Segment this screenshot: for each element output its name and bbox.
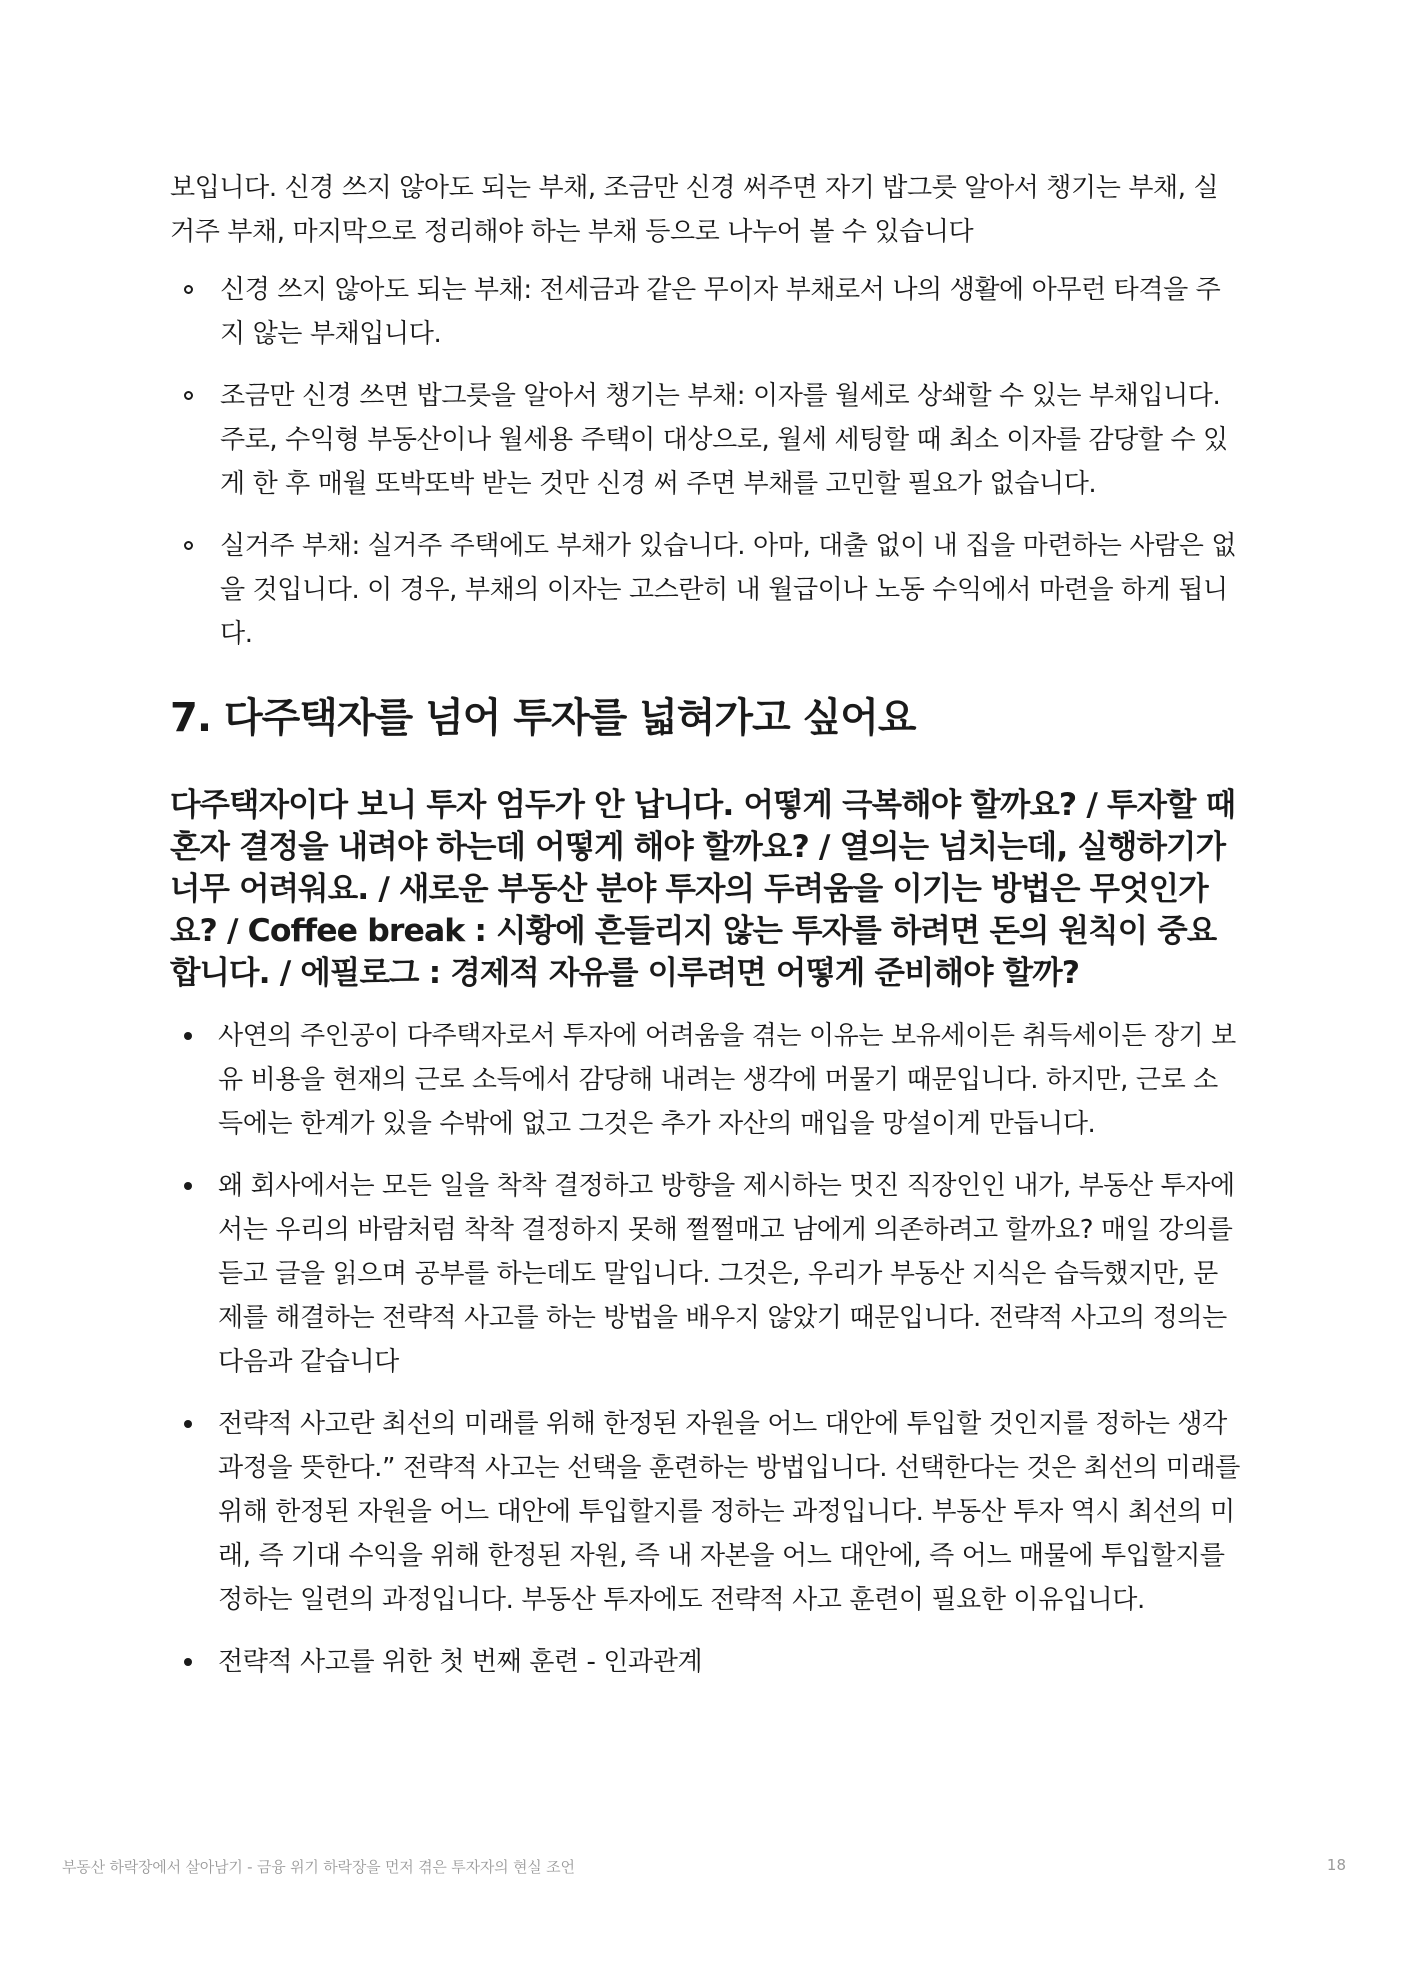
debt-type-item	[220, 374, 1240, 506]
intro-paragraph: 보입니다. 신경 쓰지 않아도 되는 부채, 조금만 신경 써주면 자기 밥그릇 알아서 챙기는 부채, 실거주 부채, 마지막으로 정리해야 하는 부채 등으로 나누어 볼 수 있습니다	[170, 173, 1219, 247]
bullet-item	[218, 1640, 1240, 1684]
hollow-bullet-icon	[184, 541, 193, 550]
bullet-text: 전략적 사고를 위한 첫 번째 훈련 - 인과관계	[218, 1647, 703, 1677]
debt-type-list	[170, 268, 1240, 656]
bullet-item	[218, 1164, 1240, 1384]
bullet-item	[218, 1402, 1240, 1622]
bullet-dot-icon	[184, 1032, 192, 1040]
debt-type-text: 조금만 신경 쓰면 밥그릇을 알아서 챙기는 부채: 이자를 월세로 상쇄할 수 있는 부채입니다. 주로, 수익형 부동산이나 월세용 주택이 대상으로, 월세 세팅할 때 최소 이자를 감당할 수 있게 한 후 매월 또박또박 받는 것만 신경 써 주면 부채를 고민할 필요가 없습니다.	[220, 381, 1228, 499]
debt-type-item	[220, 268, 1240, 356]
bullet-dot-icon	[184, 1658, 192, 1666]
bullet-item	[218, 1014, 1240, 1146]
bullet-dot-icon	[184, 1420, 192, 1428]
bullet-dot-icon	[184, 1182, 192, 1190]
bullet-text: 왜 회사에서는 모든 일을 착착 결정하고 방향을 제시하는 멋진 직장인인 내가, 부동산 투자에서는 우리의 바람처럼 착착 결정하지 못해 쩔쩔매고 남에게 의존하려고 할까요? 매일 강의를 듣고 글을 읽으며 공부를 하는데도 말입니다. 그것은, 우리가 부동산 지식은 습득했지만, 문제를 해결하는 전략적 사고를 하는 방법을 배우지 않았기 때문입니다. 전략적 사고의 정의는 다음과 같습니다	[218, 1171, 1235, 1377]
page-content	[170, 166, 1240, 1702]
bullet-text: 사연의 주인공이 다주택자로서 투자에 어려움을 겪는 이유는 보유세이든 취득세이든 장기 보유 비용을 현재의 근로 소득에서 감당해 내려는 생각에 머물기 때문입니다. 하지만, 근로 소득에는 한계가 있을 수밖에 없고 그것은 추가 자산의 매입을 망설이게 만듭니다.	[218, 1021, 1236, 1139]
hollow-bullet-icon	[184, 285, 193, 294]
debt-type-item	[220, 524, 1240, 656]
section-bullet-list	[170, 1014, 1240, 1684]
bullet-text: 전략적 사고란 최선의 미래를 위해 한정된 자원을 어느 대안에 투입할 것인지를 정하는 생각 과정을 뜻한다.” 전략적 사고는 선택을 훈련하는 방법입니다. 선택한다는 것은 최선의 미래를 위해 한정된 자원을 어느 대안에 투입할지를 정하는 과정입니다. 부동산 투자 역시 최선의 미래, 즉 기대 수익을 위해 한정된 자원, 즉 내 자본을 어느 대안에, 즉 어느 매물에 투입할지를 정하는 일련의 과정입니다. 부동산 투자에도 전략적 사고 훈련이 필요한 이유입니다.	[218, 1409, 1240, 1615]
section-title: 7. 다주택자를 넘어 투자를 넓혀가고 싶어요	[170, 695, 916, 741]
footer-book-title: 부동산 하락장에서 살아남기 - 금융 위기 하락장을 먼저 겪은 투자자의 현실 조언	[62, 1858, 575, 1876]
debt-type-text: 신경 쓰지 않아도 되는 부채: 전세금과 같은 무이자 부채로서 나의 생활에 아무런 타격을 주지 않는 부채입니다.	[220, 275, 1221, 349]
page-number: 18	[1326, 1856, 1346, 1874]
debt-type-text: 실거주 부채: 실거주 주택에도 부채가 있습니다. 아마, 대출 없이 내 집을 마련하는 사람은 없을 것입니다. 이 경우, 부채의 이자는 고스란히 내 월급이나 노동 수익에서 마련을 하게 됩니다.	[220, 531, 1237, 649]
section-subtitle: 다주택자이다 보니 투자 엄두가 안 납니다. 어떻게 극복해야 할까요? / 투자할 때 혼자 결정을 내려야 하는데 어떻게 해야 할까요? / 열의는 넘치는데, 실행하기가 너무 어려워요. / 새로운 부동산 분야 투자의 두려움을 이기는 방법은 무엇인가요? / Coffee break : 시황에 흔들리지 않는 투자를 하려면 돈의 원칙이 중요합니다. / 에필로그 : 경제적 자유를 이루려면 어떻게 준비해야 할까?	[170, 787, 1236, 991]
hollow-bullet-icon	[184, 391, 193, 400]
intro-block	[170, 166, 1240, 656]
